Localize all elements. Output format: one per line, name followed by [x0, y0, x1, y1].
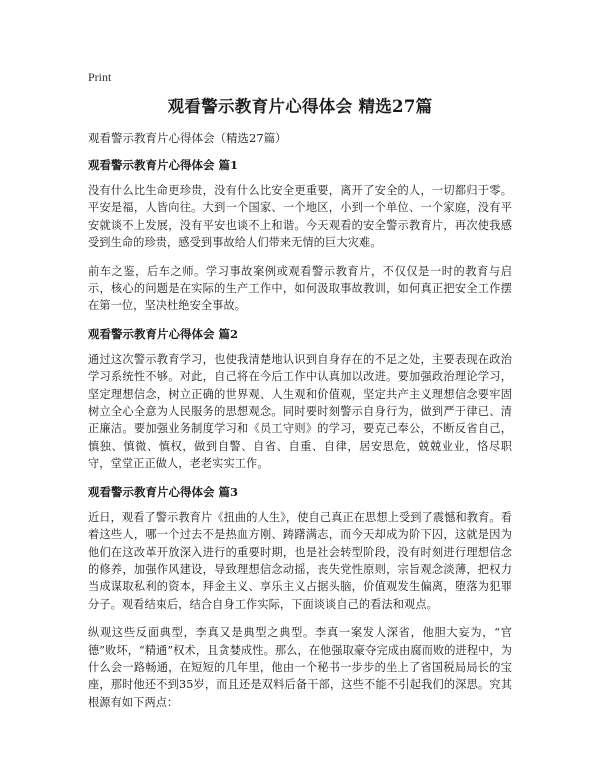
paragraph: 没有什么比生命更珍贵，没有什么比安全更重要，离开了安全的人，一切都归于零。平安是福，人皆向往。大到一个国家、一个地区，小到一个单位、一个家庭，没有平安就谈不上发展，没有平安也谈不上和谐。今天观看的安全警示教育片，再次使我感受到生命的珍贵，感受到事故给人们带来无情的巨大灾难。: [88, 184, 512, 250]
paragraph: 前车之鉴，后车之师。学习事故案例或观看警示教育片，不仅仅是一时的教育与启示，核心的问题是在实际的生产工作中，如何汲取事故教训，如何真正把安全工作摆在第一位，坚决杜绝安全事故。: [88, 264, 512, 313]
section-2: [88, 326, 512, 473]
section-heading: 观看警示教育片心得体会 篇3: [88, 484, 239, 499]
section-heading: 观看警示教育片心得体会 篇2: [88, 326, 239, 341]
section-heading: 观看警示教育片心得体会 篇1: [88, 158, 239, 172]
print-link[interactable]: Print: [88, 70, 112, 84]
section-1: [88, 157, 512, 315]
document-subtitle: 观看警示教育片心得体会（精选27篇）: [88, 131, 287, 145]
paragraph: 近日，观看了警示教育片《扭曲的人生》，使自己真正在思想上受到了震憾和教育。看着这些人，哪一个过去不是热血方刚、踌躇满志，而今天却成为阶下囚，这就是因为他们在这改革开放深入进行的重要时期，也是社会转型阶段，没有时刻进行理想信念的修养，加强作风建设，导致理想信念动摇，丧失党性原则，宗旨观念淡薄，把权力当成谋取私利的资本，拜金主义、享乐主义占据头脑，价值观发生偏离，堕落为犯罪分子。观看结束后，结合自身工作实际，下面谈谈自己的看法和观点。: [88, 510, 512, 611]
paragraph: 纵观这些反面典型，李真又是典型之典型。李真一案发人深省，他胆大妄为，“官德”败坏，“精通”权术，且贪婪成性。那么，在他强取豪夺完成由腐而败的进程中，为什么会一路畅通，在短短的几年里，他由一个秘书一步步的坐上了省国税局局长的宝座，那时他还不到35岁，而且还是双料后备干部，这些不能不引起我们的深思。究其根源有如下两点：: [88, 626, 512, 709]
document-page: [88, 96, 512, 722]
document-title: 观看警示教育片心得体会 精选27篇: [167, 97, 433, 116]
paragraph: 通过这次警示教育学习，也使我清楚地认识到自身存在的不足之处，主要表现在政治学习系统性不够。对此，自己将在今后工作中认真加以改进。要加强政治理论学习，坚定理想信念，树立正确的世界观、人生观和价值观，坚定共产主义理想信念要牢固树立全心全意为人民服务的思想观念。同时要时刻警示自身行为，做到严于律已、清正廉洁。要加强业务制度学习和《员工守则》的学习，要克己奉公，不断反省自己，慎独、慎微、慎权，做到自警、自省、自重、自律，居安思危，兢兢业业，恪尽职守，堂堂正正做人，老老实实工作。: [88, 352, 512, 471]
section-3: [88, 484, 512, 711]
